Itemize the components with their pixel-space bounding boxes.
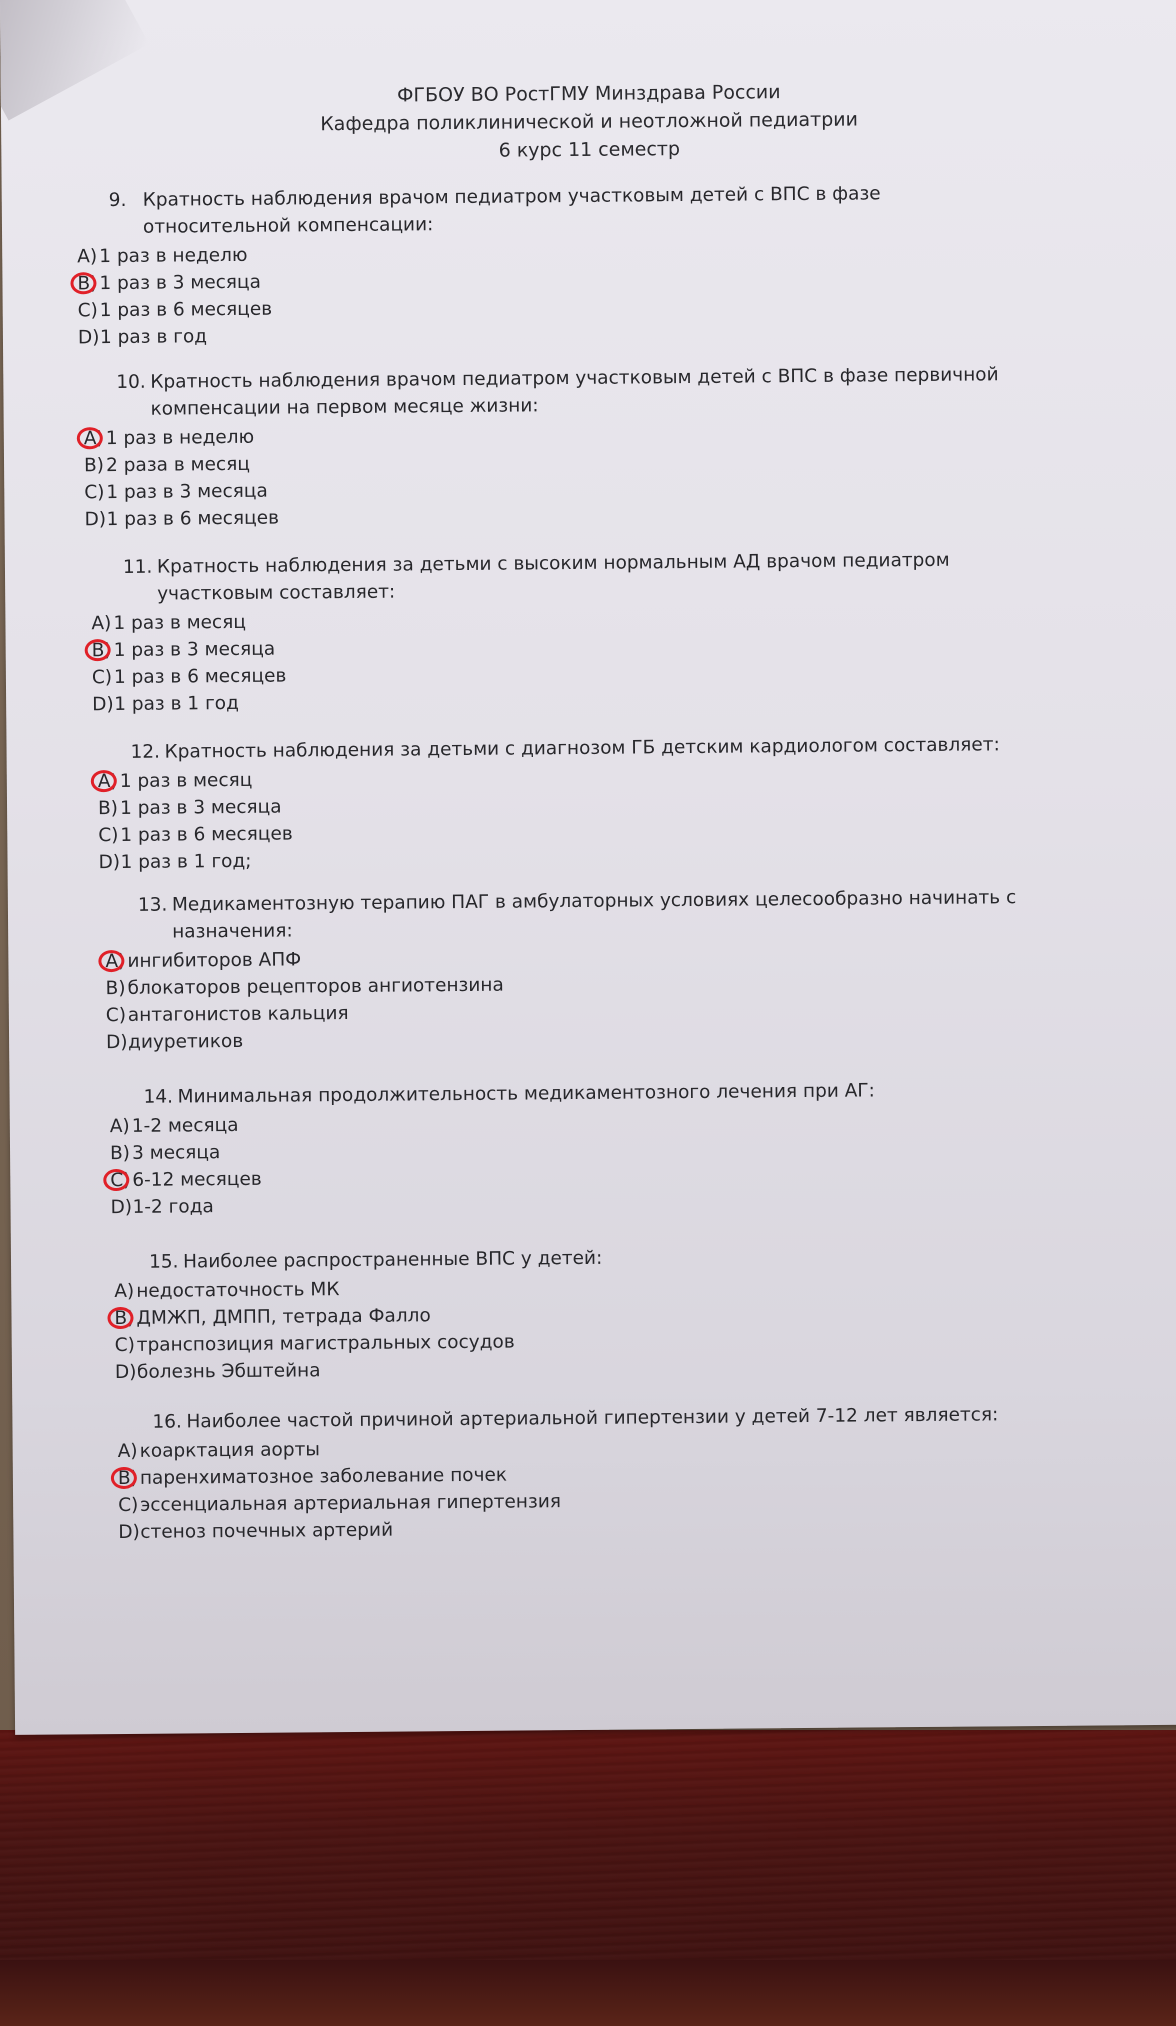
option-letter: D) [92,694,114,716]
option-text: 1 раз в месяц [113,611,247,635]
answer-options [118,1430,1058,1546]
option-letter: D) [110,1196,133,1219]
option-letter: D) [114,1361,137,1384]
option-letter: B) [109,1142,131,1165]
option-letter: A) [97,771,118,793]
option-text: 1 раз в 3 месяца [106,480,268,504]
option-text: эссенциальная артериальная гипертензия [140,1491,562,1516]
answer-options [110,1105,1049,1221]
option-text: 1 раз в 3 месяца [119,796,282,819]
option-text: 1 раз в 3 месяца [99,271,262,295]
question-16 [117,1401,1057,1546]
question-number: 14. [143,1086,174,1108]
header-institution: ФГБОУ ВО РостГМУ Минздрава России [397,81,781,107]
option-text: 1 раз в месяц [119,769,253,792]
question-text: Минимальная продолжительность медикаментозного лечения при АГ: [177,1080,875,1108]
option-letter: D) [118,1521,140,1544]
question-number: 9. [108,189,127,212]
question-number: 13. [137,894,168,916]
question-title [109,179,1013,241]
option-text: коарктация аорты [139,1439,321,1462]
question-12 [97,731,1035,876]
option-text: транспозиция магистральных сосудов [136,1331,515,1356]
question-title [116,361,1020,423]
option-text: 1 раз в 3 месяца [113,638,276,662]
option-letter: A) [114,1280,135,1303]
option-text: диуретиков [128,1030,244,1053]
question-text: Кратность наблюдения врачом педиатром участковым детей с ВПС в фазе относительной компенсации: [142,183,881,238]
question-9 [77,179,1014,351]
option-letter: B) [91,640,112,662]
question-text: Кратность наблюдения врачом педиатром участковым детей с ВПС в фазе первичной компенсации на первом месяце жизни: [150,364,999,420]
option-text: ДМЖП, ДМПП, тетрада Фалло [136,1305,431,1329]
option-letter: D) [84,509,107,531]
option-text: 1 раз в неделю [99,244,248,268]
option-text: блокаторов рецепторов ангиотензина [127,974,504,999]
option-letter: C) [91,667,113,689]
answer-options [91,602,1028,718]
option-letter: C) [98,824,119,847]
option-letter: C) [114,1334,135,1357]
option-letter: D) [77,327,100,349]
option-text: паренхиматозное заболевание почек [139,1464,508,1489]
option-letter: A) [105,950,126,973]
option-text: 3 месяца [131,1142,221,1164]
answer-options [84,417,1022,533]
question-text: Наиболее частой причиной артериальной гипертензии у детей 7-12 лет является: [186,1404,999,1433]
question-number: 11. [122,556,153,578]
option-text: 1 раз в 6 месяцев [120,823,293,846]
option-text: 1 раз в 6 месяцев [113,665,287,689]
option-text: 2 раза в месяц [105,453,250,477]
question-15 [114,1241,1054,1386]
question-title [123,546,1027,608]
option-letter: B) [77,273,98,295]
option-text: недостаточность МК [136,1279,340,1302]
option-text: 1 раз в 1 год; [120,850,252,873]
option-text: 1 раз в 6 месяцев [99,298,273,322]
option-letter: C) [77,300,98,322]
question-number: 12. [130,741,161,763]
answer-options [77,235,1014,351]
option-letter: D) [106,1031,128,1054]
answer-options [105,940,1043,1056]
question-10 [83,361,1021,533]
answer-options [114,1270,1054,1386]
question-text: Медикаментозную терапию ПАГ в амбулаторных условиях целесообразно начинать с назначения: [171,887,1017,943]
question-number: 15. [148,1251,179,1273]
option-text: болезнь Эбштейна [136,1360,321,1383]
option-letter: C) [84,482,105,504]
option-letter: A) [91,613,112,635]
option-text: 1-2 года [132,1196,214,1218]
option-letter: C) [118,1494,139,1517]
question-text: Кратность наблюдения за детьми с высоким нормальным АД врачом педиатром участковым составляет: [156,549,950,605]
question-14 [109,1076,1048,1221]
header-department: Кафедра поликлинической и неотложной педиатрии [320,108,858,136]
option-letter: B) [114,1307,135,1330]
option-letter: C) [110,1169,131,1192]
option-letter: A) [109,1115,130,1138]
option-text: 1 раз в 1 год [114,692,239,716]
option-letter: B) [83,455,105,477]
option-letter: B) [117,1467,138,1490]
question-number: 10. [116,371,146,393]
option-letter: A) [83,428,104,450]
option-letter: A) [117,1440,138,1463]
question-number: 16. [152,1411,182,1433]
option-letter: A) [77,246,98,268]
option-text: ингибиторов АПФ [127,949,302,972]
option-letter: B) [105,977,126,1000]
option-text: 1 раз в 6 месяцев [106,507,280,531]
option-letter: C) [105,1004,127,1027]
table-front [0,1960,1176,2026]
header-course: 6 курс 11 семестр [498,138,681,162]
question-title [138,884,1042,946]
option-text: 6-12 месяцев [132,1168,262,1191]
question-11 [91,546,1028,718]
option-letter: D) [98,851,121,874]
option-text: 1 раз в неделю [105,426,255,450]
question-text: Кратность наблюдения за детьми с диагнозом ГБ детским кардиологом составляет: [164,734,1000,763]
option-text: антагонистов кальция [127,1002,349,1026]
option-text: 1 раз в год [99,326,208,349]
option-text: стеноз почечных артерий [140,1519,394,1543]
answer-options [98,760,1036,876]
question-text: Наиболее распространенные ВПС у детей: [182,1247,603,1273]
option-text: 1-2 месяца [131,1114,239,1137]
option-letter: B) [97,798,119,820]
question-13 [105,884,1043,1056]
